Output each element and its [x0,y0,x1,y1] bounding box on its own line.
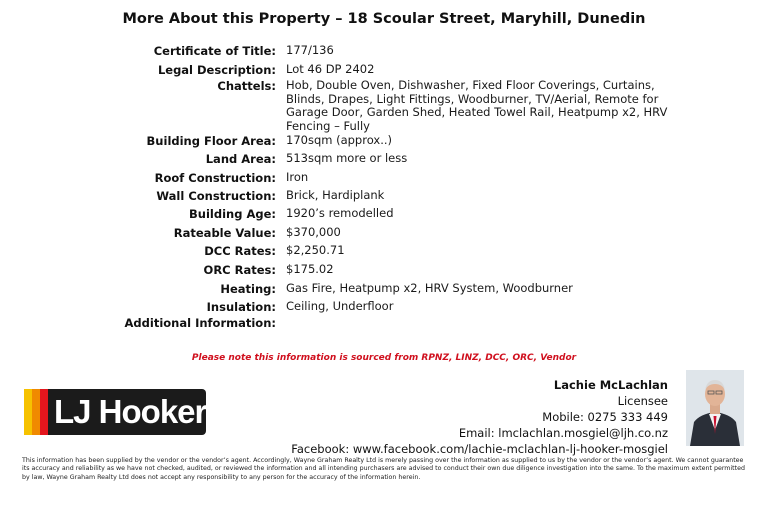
detail-value: Lot 46 DP 2402 [286,62,375,76]
logo-stripe-yellow [24,389,32,435]
detail-value: 177/136 [286,43,334,57]
detail-label: Wall Construction [156,189,272,203]
detail-value: $175.02 [286,262,334,276]
detail-value: Iron [286,170,309,184]
detail-value: Ceiling, Underfloor [286,299,394,313]
logo-stripe-red [40,389,48,435]
detail-label: Building Floor Area [146,134,272,148]
agent-email[interactable]: Email: lmclachlan.mosgiel@ljh.co.nz [458,426,668,440]
detail-label: Rateable Value [173,226,272,240]
lj-hooker-logo [24,389,206,435]
detail-value: 1920’s remodelled [286,206,394,220]
agent-name: Lachie McLachlan [553,378,668,392]
detail-label: Building Age [189,207,272,221]
agent-portrait-icon [686,370,744,446]
detail-label: Additional Information [124,316,272,330]
detail-value: 513sqm more or less [286,151,408,165]
detail-value: Brick, Hardiplank [286,188,385,202]
agent-contact [291,377,668,457]
detail-value-extra: Fencing – Fully [286,118,370,133]
detail-value: Gas Fire, Heatpump x2, HRV System, Woodburner [286,281,573,295]
disclaimer: This information has been supplied by the vendor or the vendor’s agent. Accordingly, Wayne Graham Realty Ltd is merely passing over the information as supplied to us by the vendor or the vendor’s agent. We cannot guarantee its accuracy and reliability as we have not checked, audited, or reviewed the information and all intending purchasers are advised to conduct their own due diligence investigation into the same. To the maximum extent permitted by law, Wayne Graham Realty Ltd does not accept any responsibility to any person for the accuracy of the information herein. [22,457,745,481]
detail-label: Heating [220,282,272,296]
detail-value: $2,250.71 [286,243,345,257]
detail-label: Land Area [205,152,272,166]
page-title: More About this Property – 18 Scoular Street, Maryhill, Dunedin [122,11,646,27]
agent-facebook[interactable]: Facebook: www.facebook.com/lachie-mclachlan-lj-hooker-mosgiel [291,442,668,456]
agent-photo [686,370,744,446]
logo-text: LJ Hooker [54,393,207,430]
detail-label: Certificate of Title [153,44,272,58]
detail-label: Chattels [217,79,272,93]
detail-label: Roof Construction [154,171,272,185]
source-note: Please note this information is sourced from RPNZ, LINZ, DCC, ORC, Vendor [191,353,577,363]
detail-label: DCC Rates [204,244,272,258]
detail-label: ORC Rates [203,263,272,277]
detail-label: Insulation [206,300,272,314]
agent-mobile: Mobile: 0275 333 449 [542,410,668,424]
detail-label: Legal Description [157,63,272,77]
detail-value: $370,000 [286,225,341,239]
detail-value: Hob, Double Oven, Dishwasher, Fixed Floor Coverings, Curtains, Blinds, Drapes, Light Fittings, Woodburner, TV/Aerial, Remote for Garage Door, Garden Shed, Heated Towel Rail, Heatpump x2, HRV [286,78,668,119]
detail-value: 170sqm (approx..) [286,133,392,147]
logo-stripe-orange [32,389,40,435]
agent-role: Licensee [617,394,668,408]
logo-box [48,389,206,435]
